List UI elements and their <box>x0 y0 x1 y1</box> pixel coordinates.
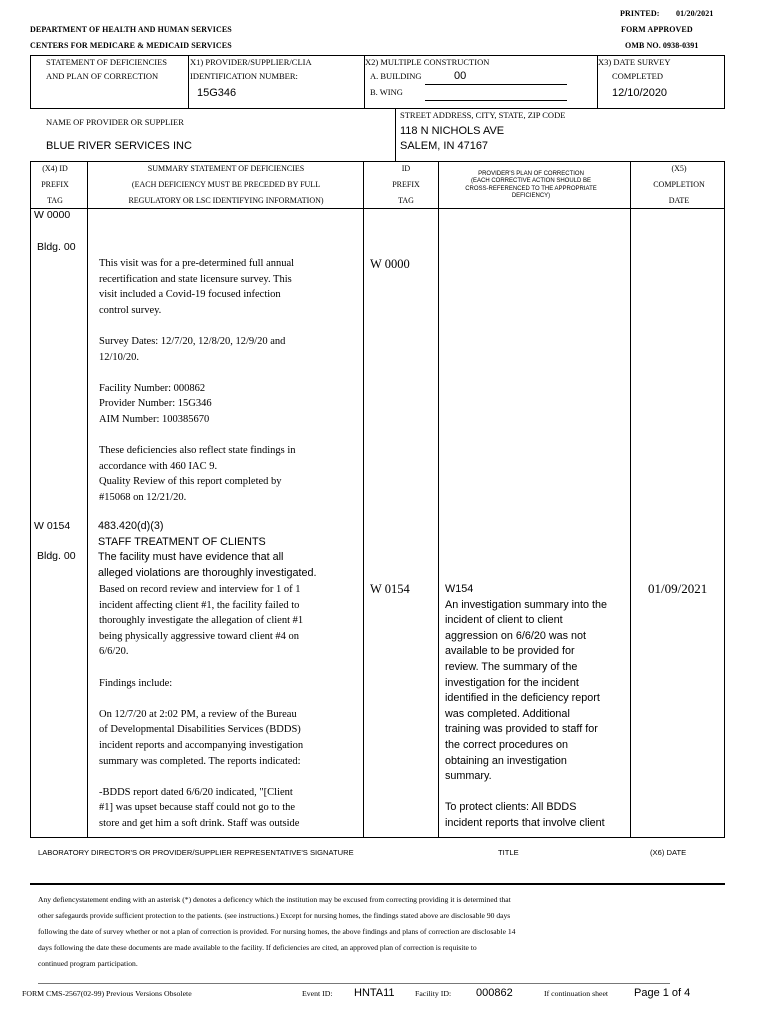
disclaimer-line4: days following the date these documents are made available to the facility. If deficiencies are cited, an approved plan of correction is requisite to <box>38 943 477 952</box>
x3-label: X3) DATE SURVEY <box>598 57 671 67</box>
printed-label: PRINTED: <box>620 9 660 18</box>
body-bottom-rule <box>30 837 725 838</box>
divider-x1 <box>188 55 189 108</box>
plan-header-line3: CROSS-REFERENCED TO THE APPROPRIATE <box>465 185 597 192</box>
disclaimer-line1: Any defiencystatement ending with an asterisk (*) denotes a deficency which the institution may be excused from correcting providing it is determined that <box>38 895 511 904</box>
x5-column-header <box>640 161 718 209</box>
x6-date-label: (X6) DATE <box>650 848 687 857</box>
page-number: Page 1 of 4 <box>634 987 691 999</box>
plan-header-line1: PROVIDER'S PLAN OF CORRECTION <box>478 171 584 177</box>
x3-sublabel: COMPLETED <box>612 71 663 81</box>
provider-number: 15G346 <box>197 87 237 99</box>
id-column-header <box>375 161 437 209</box>
disclaimer-line3: following the date of survey whether or not a plan of correction is provided. For nursing homes, the above findings and plans of correction are disclosable 14 <box>38 927 516 936</box>
x4-header-line2: PREFIX <box>41 180 69 189</box>
x4-header-line1: (X4) ID <box>42 164 68 173</box>
x1-sublabel: IDENTIFICATION NUMBER: <box>190 71 298 81</box>
id-header-line2: PREFIX <box>392 180 420 189</box>
x5-header-line2: COMPLETION <box>653 180 705 189</box>
form-approved: FORM APPROVED <box>621 25 693 34</box>
survey-date: 12/10/2020 <box>612 87 668 99</box>
body-divider-1 <box>87 161 88 837</box>
disclaimer-text <box>38 892 728 972</box>
disclaimer-line5: continued program participation. <box>38 959 138 968</box>
director-signature-label: LABORATORY DIRECTOR'S OR PROVIDER/SUPPLIER REPRESENTATIVE'S SIGNATURE <box>38 848 354 857</box>
deficiency-summary-1: This visit was for a pre-determined full annual recertification and state licensure survey. This visit included a Covid-19 focused infection control survey. Survey Dates: 12/7/20, 12/8/20, 12/9/20 and 12/10/20. Facility Number: 000862 Provider Number: 15G346 AIM Number: 100385670 These deficiencies also reflect state findings in accordance with 460 IAC 9. Quality Review of this report completed by #15068 on 12/21/20. <box>99 258 296 503</box>
centers-name: CENTERS FOR MEDICARE & MEDICAID SERVICES <box>30 41 232 50</box>
provider-name-label: NAME OF PROVIDER OR SUPPLIER <box>46 117 184 127</box>
wing-label: B. WING <box>370 87 403 97</box>
summary-header-line1: SUMMARY STATEMENT OF DEFICIENCIES <box>147 164 305 173</box>
body-divider-2 <box>363 161 364 837</box>
continuation-label: If continuation sheet <box>544 989 609 998</box>
body-right-edge <box>724 161 725 837</box>
completion-date-2: 01/09/2021 <box>648 581 708 596</box>
x4-header-line3: TAG <box>47 196 63 205</box>
address-street: 118 N NICHOLS AVE <box>400 125 505 137</box>
facility-id-value: 000862 <box>476 987 513 999</box>
event-id-label: Event ID: <box>302 989 333 998</box>
bldg-label-1: Bldg. 00 <box>37 241 76 253</box>
building-underline <box>425 84 567 85</box>
id-header-line1: ID <box>401 164 411 173</box>
deficiency-findings-2: Based on record review and interview for 1 of 1 incident affecting client #1, the facility failed to thoroughly investigate the allegation of client #1 being physically aggressive toward client #4 on 6/6/20. Findings include: On 12/7/20 at 2:02 PM, a review of the Bureau of Developmental Disabilities Services (BDDS) incident reports and accompanying investigation summary was completed. The reports indicated: -BDDS report dated 6/6/20 indicated, "[Client #1] was upset because staff could not go to the store and get him a soft drink. Staff was outside <box>99 584 304 829</box>
body-divider-4 <box>630 161 631 837</box>
box-right-edge <box>724 55 725 108</box>
title-label: TITLE <box>498 848 519 857</box>
building-label: A. BUILDING <box>370 71 422 81</box>
x5-header-line1: (X5) <box>671 164 687 173</box>
x2-label: X2) MULTIPLE CONSTRUCTION <box>365 57 490 67</box>
top-box-bottom-rule <box>30 108 725 109</box>
top-rule <box>30 55 725 56</box>
x1-label: X1) PROVIDER/SUPPLIER/CLIA <box>190 57 312 67</box>
event-id-value: HNTA11 <box>354 987 395 999</box>
department-name: DEPARTMENT OF HEALTH AND HUMAN SERVICES <box>30 25 232 34</box>
footer-rule <box>38 983 670 984</box>
plan-column-header <box>442 171 620 201</box>
id-tag-w0000: W 0000 <box>370 257 410 271</box>
form-number: FORM CMS-2567(02-99) Previous Versions Obsolete <box>22 989 192 998</box>
x5-header-line3: DATE <box>668 196 690 205</box>
summary-column-header <box>95 161 357 209</box>
deficiency-regulation-2: 483.420(d)(3) STAFF TREATMENT OF CLIENTS The facility must have evidence that all alleged violations are thoroughly investigated. <box>98 520 317 579</box>
signature-bottom-rule <box>30 883 725 885</box>
body-divider-3 <box>438 161 439 837</box>
wing-underline <box>425 100 567 101</box>
statement-label-1: STATEMENT OF DEFICIENCIES <box>46 57 168 67</box>
disclaimer-line2: other safegaurds provide sufficient protection to the patients. (see instructions.) Except for nursing homes, the findings stated above are disclosable 90 days <box>38 911 511 920</box>
omb-number: OMB NO. 0938-0391 <box>625 41 699 50</box>
x4-column-header <box>30 161 80 209</box>
id-tag-w0154: W 0154 <box>370 582 410 596</box>
summary-header-line3: REGULATORY OR LSC IDENTIFYING INFORMATION) <box>128 196 324 205</box>
provider-name: BLUE RIVER SERVICES INC <box>46 140 192 152</box>
statement-label-2: AND PLAN OF CORRECTION <box>46 71 159 81</box>
tag-w0154: W 0154 <box>34 520 71 532</box>
body-left-edge <box>30 161 31 837</box>
bldg-label-2: Bldg. 00 <box>37 550 76 562</box>
summary-header-line2: (EACH DEFICIENCY MUST BE PRECEDED BY FULL <box>131 180 321 189</box>
printed-date: 01/20/2021 <box>676 9 714 18</box>
divider-address <box>395 108 396 161</box>
box-left-edge <box>30 55 31 108</box>
tag-w0000: W 0000 <box>34 209 71 221</box>
facility-id-label: Facility ID: <box>415 989 452 998</box>
id-header-line3: TAG <box>398 196 414 205</box>
plan-of-correction-2: W154 An investigation summary into the incident of client to client aggression on 6/6/20 was not available to be provided for review. The summary of the investigation for the incident identified in the deficiency report was completed. Additional training was provided to staff for the correct procedures on obtaining an investigation summary. To protect clients: All BDDS incident reports that involve client <box>445 583 608 829</box>
address-label: STREET ADDRESS, CITY, STATE, ZIP CODE <box>400 110 566 120</box>
plan-header-line2: (EACH CORRECTIVE ACTION SHOULD BE <box>470 178 592 185</box>
address-city: SALEM, IN 47167 <box>400 140 489 152</box>
building-value: 00 <box>454 70 467 82</box>
plan-header-line4: DEFICIENCY) <box>511 193 551 200</box>
